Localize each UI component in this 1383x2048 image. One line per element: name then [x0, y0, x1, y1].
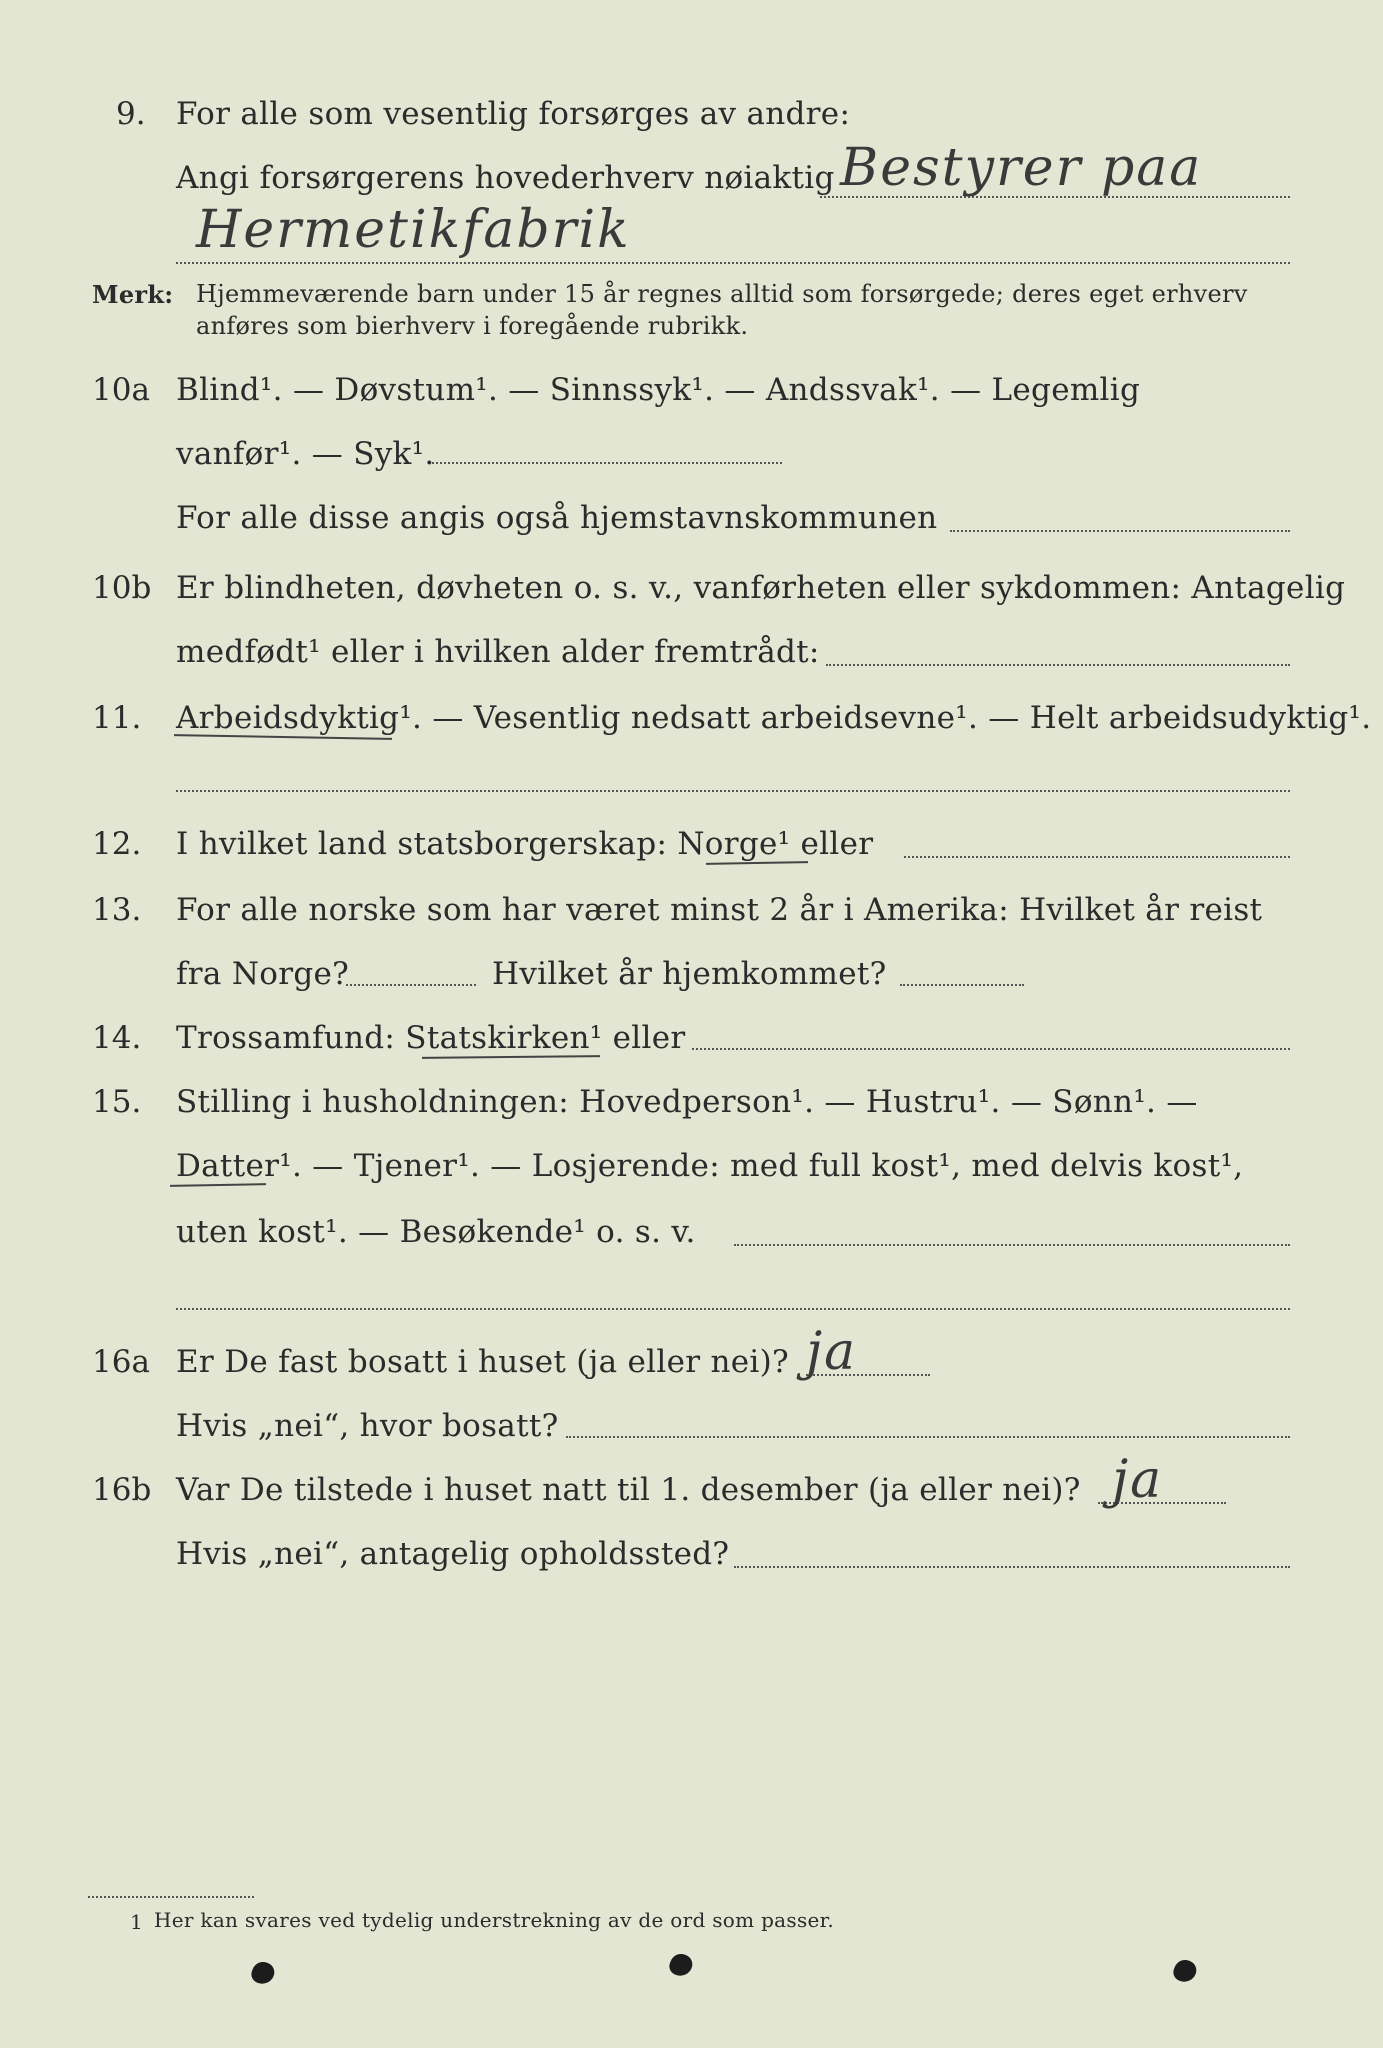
q13-line2a: fra Norge?: [176, 956, 350, 992]
q14-line1: Trossamfund: Statskirken¹ eller: [176, 1020, 686, 1056]
q10a-municipality-line: [950, 530, 1290, 532]
q15-line2: Datter¹. — Tjener¹. — Losjerende: med full kost¹, med delvis kost¹,: [176, 1148, 1244, 1184]
punch-mark-center: [667, 1951, 695, 1979]
q16b-location-line: [734, 1566, 1290, 1568]
punch-mark-right: [1171, 1957, 1199, 1985]
q11-line1: Arbeidsdyktig¹. — Vesentlig nedsatt arbeidsevne¹. — Helt arbeidsudyktig¹.: [176, 700, 1372, 736]
footnote-text: Her kan svares ved tydelig understrekning av de ord som passer.: [154, 1908, 834, 1932]
q10a-line2: vanfør¹. — Syk¹.: [176, 436, 435, 472]
q9-handwritten-answer1: Bestyrer paa: [840, 138, 1203, 198]
q16a-number: 16a: [92, 1344, 150, 1380]
q9-line2: Angi forsørgerens hovederhverv nøiaktig: [176, 160, 835, 196]
merk-label: Merk:: [92, 280, 174, 309]
footnote-separator: [88, 1896, 254, 1898]
q12-number: 12.: [92, 826, 142, 862]
q13-line1: For alle norske som har været minst 2 år i Amerika: Hvilket år reist: [176, 892, 1263, 928]
q11-answer-line: [176, 790, 1290, 792]
punch-mark-left: [249, 1959, 277, 1987]
q10b-answer-line: [826, 664, 1290, 666]
q16b-line2: Hvis „nei“, antagelig opholdssted?: [176, 1536, 730, 1572]
q12-line1: I hvilket land statsborgerskap: Norge¹ eller: [176, 826, 874, 862]
q12-answer-line: [904, 856, 1290, 858]
q14-number: 14.: [92, 1020, 142, 1056]
q10b-number: 10b: [92, 570, 152, 606]
q13-number: 13.: [92, 892, 142, 928]
q15-line1: Stilling i husholdningen: Hovedperson¹. — Hustru¹. — Sønn¹. —: [176, 1084, 1198, 1120]
q15-number: 15.: [92, 1084, 142, 1120]
q9-answer-line2: [176, 262, 1290, 264]
q16a-line2: Hvis „nei“, hvor bosatt?: [176, 1408, 559, 1444]
q16a-line1: Er De fast bosatt i huset (ja eller nei)?: [176, 1344, 789, 1380]
q10a-number: 10a: [92, 372, 150, 408]
q16a-residence-line: [566, 1436, 1290, 1438]
q10b-line1: Er blindheten, døvheten o. s. v., vanførheten eller sykdommen: Antagelig: [176, 570, 1346, 606]
q12-underline-norge: [706, 861, 808, 865]
q13-year-returned-line: [900, 984, 1024, 986]
q13-year-left-line: [346, 984, 476, 986]
q13-line2b: Hvilket år hjemkommet?: [492, 956, 887, 992]
q15-answer-line2: [176, 1308, 1290, 1310]
q9-line1: For alle som vesentlig forsørges av andre:: [176, 96, 851, 132]
q15-answer-line1: [734, 1244, 1290, 1246]
q9-handwritten-answer2: Hermetikfabrik: [196, 200, 631, 260]
merk-line1: Hjemmeværende barn under 15 år regnes alltid som forsørgede; deres eget erhverv: [196, 280, 1248, 308]
footnote-mark: 1: [130, 1910, 144, 1934]
q10b-line2: medfødt¹ eller i hvilken alder fremtrådt:: [176, 634, 820, 670]
q16b-number: 16b: [92, 1472, 152, 1508]
q16b-line1: Var De tilstede i huset natt til 1. desember (ja eller nei)?: [176, 1472, 1081, 1508]
q14-answer-line: [692, 1048, 1290, 1050]
q15-underline-datter: [170, 1183, 266, 1187]
q16b-handwritten-answer: ja: [1112, 1450, 1164, 1510]
q10a-answer-line: [432, 462, 782, 464]
q15-line3: uten kost¹. — Besøkende¹ o. s. v.: [176, 1214, 696, 1250]
q11-number: 11.: [92, 700, 142, 736]
q16a-handwritten-answer: ja: [806, 1322, 858, 1382]
merk-line2: anføres som bierhverv i foregående rubrikk.: [196, 312, 749, 340]
q10a-line3: For alle disse angis også hjemstavnskommunen: [176, 500, 938, 536]
q9-number: 9.: [116, 96, 146, 132]
q10a-line1: Blind¹. — Døvstum¹. — Sinnssyk¹. — Andssvak¹. — Legemlig: [176, 372, 1141, 408]
